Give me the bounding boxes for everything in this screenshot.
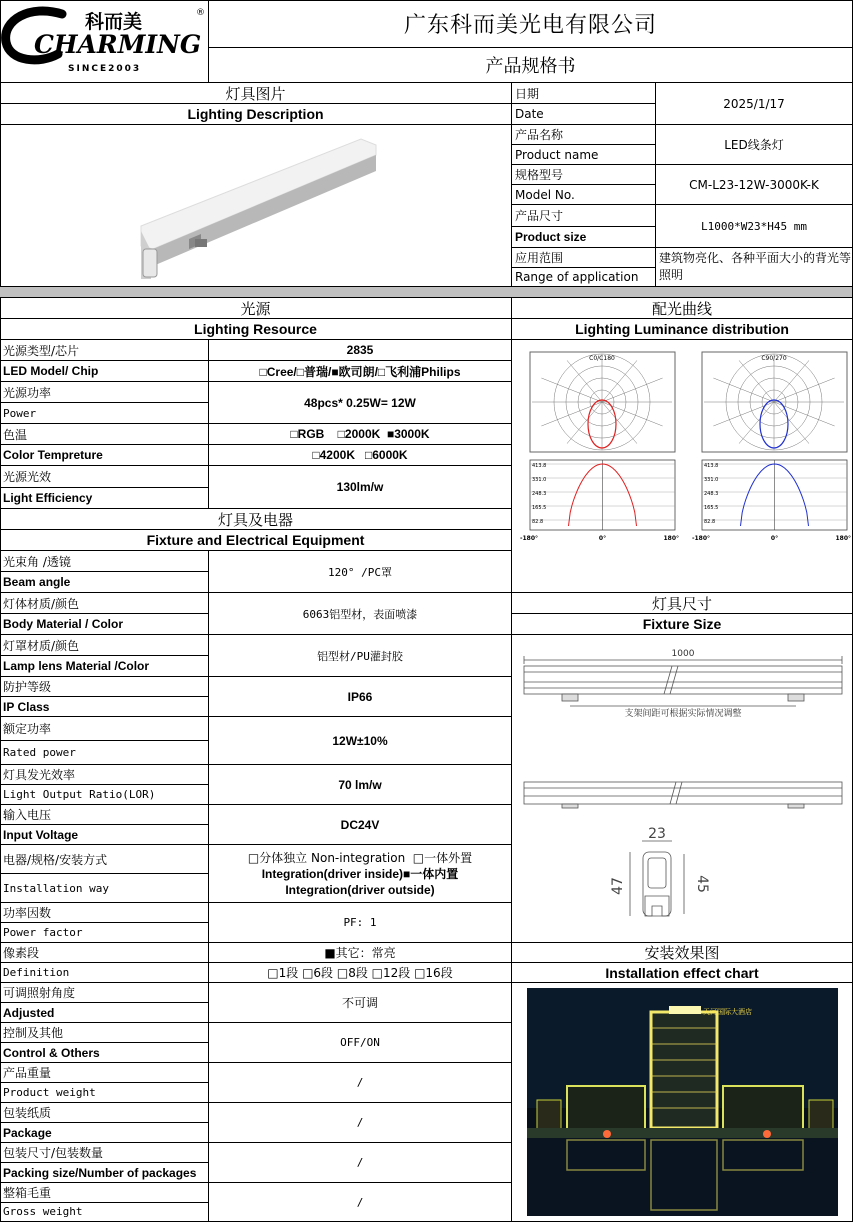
ip-class-value: IP66 [209,677,512,717]
length-dim: 1000 [671,648,695,659]
info-row-model-label [512,165,656,205]
efficiency-label-en: Light Efficiency [3,490,93,505]
definition-value [209,943,512,983]
beam-label-en: Beam angle [3,575,71,589]
date-value: 2025/1/17 [656,83,853,125]
packing-size-label [0,1143,209,1183]
product-name-value: LED线条灯 [656,125,853,165]
range-value: 建筑物亮化、各种平面大小的背光等照明 [656,248,853,287]
adjust-label [0,983,209,1023]
install-line3: Integration(driver outside) [285,882,435,897]
cartesian-chart-left [520,460,679,542]
side-view [524,782,842,808]
model-value: CM-L23-12W-3000K-K [656,165,853,205]
model-label-cn: 规格型号 [512,165,655,185]
logo-reg: ® [196,8,205,18]
lens-material-label-cn: 灯罩材质/颜色 [0,635,208,656]
cct-value [209,424,512,466]
lor-label [0,765,209,805]
ip-class-label-cn: 防护等级 [0,677,208,697]
cct-line2: □4200K □6000K [312,448,408,462]
rated-power-label-cn: 额定功率 [0,717,208,741]
package-label-cn: 包装纸质 [0,1103,208,1123]
install-label-en: Installation way [3,881,109,895]
picture-title-en: Lighting Description [0,104,512,125]
input-voltage-label [0,805,209,845]
light-source-title-cn: 光源 [0,298,512,319]
efficiency-label-cn: 光源光效 [0,466,208,488]
y-tick-label: 165.5 [532,505,547,511]
x-tick-label: 0° [770,535,779,542]
cartesian-chart-right [692,460,851,542]
effect-photo-cell [512,983,853,1222]
definition-line2: □1段 □6段 □8段 □12段 □16段 [267,966,453,980]
x-tick-label: -180° [520,535,539,542]
lor-value: 70 lm/w [209,765,512,805]
luminance-figure-cell [512,340,853,593]
size-label-cn: 产品尺寸 [512,205,655,227]
cct-label-cn: 色温 [0,424,208,445]
y-tick-label: 82.8 [532,519,544,525]
y-tick-label: 331.0 [532,477,547,483]
info-row-size-label [512,205,656,248]
body-material-label-en: Body Material / Color [3,617,124,631]
efficiency-value: 130lm/w [209,466,512,509]
chip-label-cn: 光源类型/芯片 [0,340,209,361]
installation-effect-photo [527,988,838,1216]
install-line2: Integration(driver inside)■一体内置 [261,866,459,881]
weight-label-en: Product weight [3,1086,96,1099]
weight-label [0,1063,209,1103]
charming-logo [0,2,205,80]
range-label-en: Range of application [515,269,639,284]
logo-cell [0,0,209,83]
beam-label [0,551,209,593]
product-image [131,131,381,281]
polar-diagram-c90 [702,352,847,452]
x-tick-label: -180° [692,535,711,542]
cct-label-en: Color Tempreture [3,448,103,462]
packing-size-value: / [209,1143,512,1183]
picture-title-cn: 灯具图片 [0,83,512,104]
polar-label-c0: C0/C180 [589,355,615,362]
package-value: / [209,1103,512,1143]
install-line1: □分体独立 Non-integration □一体外置 [247,850,473,865]
lens-material-label-en: Lamp lens Material /Color [3,659,150,673]
size-title-cn: 灯具尺寸 [512,593,853,614]
x-tick-label: 180° [663,535,679,542]
name-label-en: Product name [515,147,599,162]
definition-label-en: Definition [3,966,70,979]
install-value [209,845,512,903]
x-tick-label: 180° [835,535,851,542]
power-label-cn: 光源功率 [0,382,208,403]
chip-value: 2835 [209,340,512,361]
package-label-en: Package [3,1125,52,1140]
logo-brand: CHARMING [34,30,202,59]
chip-label-en: LED Model/ Chip [0,361,209,382]
y-tick-label: 82.8 [704,519,716,525]
definition-label [0,943,209,983]
info-row-range-label [512,248,656,287]
cct-line1: □RGB □2000K ■3000K [209,424,511,445]
pf-value: PF: 1 [209,903,512,943]
cct-label [0,424,209,466]
size-drawing-cell [512,635,853,943]
weight-label-cn: 产品重量 [0,1063,208,1083]
doc-title: 产品规格书 [209,48,853,83]
control-label-cn: 控制及其他 [0,1023,208,1043]
adjust-value: 不可调 [209,983,512,1023]
chip-brand-value: □Cree/□普瑞/■欧司朗/□飞利浦Philips [209,361,512,382]
logo-cn: 科而美 [85,11,143,33]
size-label-en: Product size [515,229,587,244]
y-tick-label: 165.5 [704,505,719,511]
gross-weight-value: / [209,1183,512,1222]
luminance-figure [512,340,852,592]
body-material-label-cn: 灯体材质/颜色 [0,593,208,614]
logo-since: SINCE2003 [68,64,142,74]
package-label [0,1103,209,1143]
section-view [630,841,684,916]
ip-class-label [0,677,209,717]
control-label [0,1023,209,1063]
beam-label-cn: 光束角 /透镜 [0,551,208,572]
y-tick-label: 413.8 [704,463,719,469]
lens-material-label [0,635,209,677]
rated-power-label-en: Rated power [3,746,76,759]
body-material-label [0,593,209,635]
luminance-title-en: Lighting Luminance distribution [512,319,853,340]
adjust-label-en: Adjusted [3,1005,55,1020]
name-label-cn: 产品名称 [512,125,655,145]
y-tick-label: 248.3 [532,491,547,497]
adjust-label-cn: 可调照射角度 [0,983,208,1003]
fixture-size-drawing [512,636,852,942]
fixture-title-en: Fixture and Electrical Equipment [0,530,512,551]
top-view [524,656,842,706]
model-label-en: Model No. [515,187,575,202]
effect-title-cn: 安装效果图 [512,943,853,963]
gross-weight-label-cn: 整箱毛重 [0,1183,208,1203]
y-tick-label: 413.8 [532,463,547,469]
info-row-name-label [512,125,656,165]
pf-label [0,903,209,943]
lens-material-value: 铝型材/PU灌封胶 [209,635,512,677]
definition-line1: ■其它：常亮 [209,943,511,963]
packing-size-label-en: Packing size/Number of packages [3,1165,197,1180]
rated-power-value: 12W±10% [209,717,512,765]
gross-weight-label-en: Gross weight [3,1205,83,1219]
company-name: 广东科而美光电有限公司 [209,0,853,48]
input-voltage-value: DC24V [209,805,512,845]
bracket-note: 支架间距可根据实际情况调整 [624,708,742,719]
ip-class-label-en: IP Class [3,699,50,714]
definition-label-cn: 像素段 [0,943,208,963]
input-voltage-label-en: Input Voltage [3,827,79,842]
polar-diagram-c0 [530,352,675,452]
weight-value: / [209,1063,512,1103]
polar-label-c90: C90/270 [761,355,787,362]
gross-weight-label [0,1183,209,1222]
date-label-en: Date [515,107,544,121]
control-label-en: Control & Others [3,1045,100,1060]
fixture-title-cn: 灯具及电器 [0,509,512,530]
lor-label-cn: 灯具发光效率 [0,765,208,785]
size-title-en: Fixture Size [512,614,853,635]
effect-title-en: Installation effect chart [512,963,853,983]
efficiency-label [0,466,209,509]
product-size-value: L1000*W23*H45 mm [656,205,853,248]
packing-size-label-cn: 包装尺寸/包装数量 [0,1143,208,1163]
pf-label-en: Power factor [3,926,83,939]
install-label-cn: 电器/规格/安装方式 [0,845,208,874]
y-tick-label: 331.0 [704,477,719,483]
control-value: OFF/ON [209,1023,512,1063]
x-tick-label: 0° [598,535,607,542]
input-voltage-label-cn: 输入电压 [0,805,208,825]
height-dim-1: 47 [610,876,626,895]
power-label-en: Power [3,406,37,420]
body-material-value: 6063铝型材，表面喷漆 [209,593,512,635]
date-label-cn: 日期 [512,83,655,104]
rated-power-label [0,717,209,765]
height-dim-2: 45 [694,874,710,893]
light-source-title-en: Lighting Resource [0,319,512,340]
hotel-sign: 天河国际大酒店 [702,1008,752,1016]
width-dim: 23 [648,825,666,842]
range-label-cn: 应用范围 [512,248,655,268]
beam-value: 120° /PC罩 [209,551,512,593]
y-tick-label: 248.3 [704,491,719,497]
power-value: 48pcs* 0.25W= 12W [209,382,512,424]
install-label [0,845,209,903]
info-row-date-label [512,83,656,125]
power-label [0,382,209,424]
product-image-cell [0,125,512,287]
section-divider [0,287,853,298]
pf-label-cn: 功率因数 [0,903,208,923]
luminance-title-cn: 配光曲线 [512,298,853,319]
lor-label-en: Light Output Ratio(LOR) [3,788,156,801]
